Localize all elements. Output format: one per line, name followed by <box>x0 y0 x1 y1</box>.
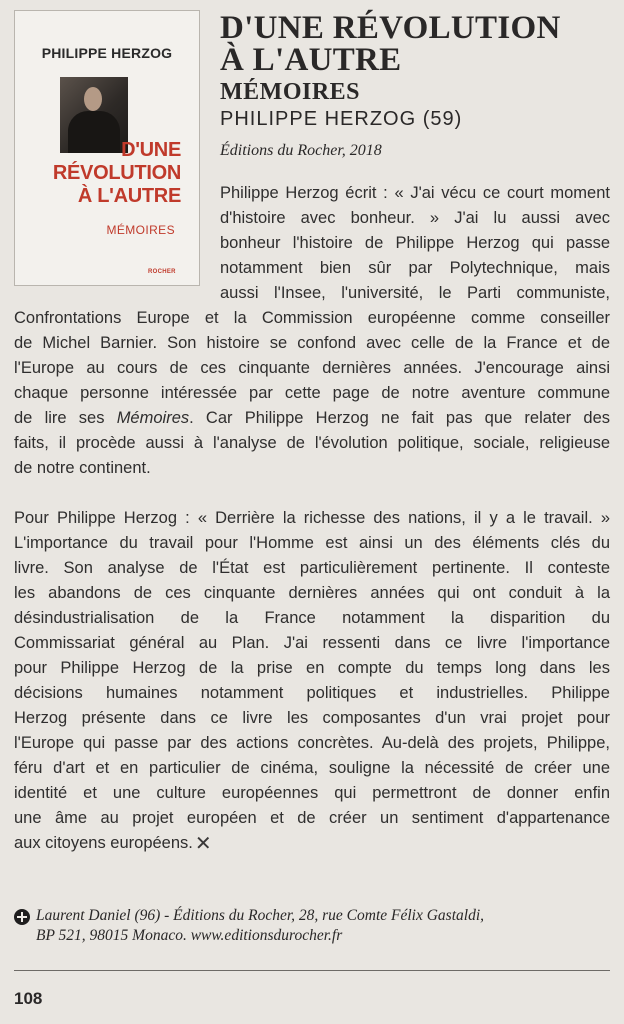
book-publisher: Éditions du Rocher, 2018 <box>220 142 382 159</box>
cover-title: D'UNE RÉVOLUTION À L'AUTRE <box>52 139 181 207</box>
review-paragraph-1-bottom: Confrontations Europe et la Commission européenne comme conseiller de Michel Barnier. Son histoire se confond avec celle de la France et de l'Europe au cours de ces cinquante dernières années. J'encourage ainsi chaque personne intéressée par cette page de notre aventure commune de lire ses Mémoires. Car Philippe Herzog ne fait pas que relater des faits, il procède aussi à l'analyse de l'évolution politique, sociale, religieuse de notre continent. <box>14 309 610 477</box>
review-paragraph-2: Pour Philippe Herzog : « Derrière la richesse des nations, il y a le travail. » L'importance du travail pour l'Homme est ainsi un des éléments clés du livre. Son analyse de l'État est particulièrement pertinente. Il conteste les abandons de ces cinquante dernières années qui ont conduit à la désindustrialisation de la France notamment la disparition du Commissariat général au Plan. J'ai ressenti dans ce livre l'importance pour Philippe Herzog de la prise en compte du temps long dans les décisions humaines notamment politiques et industrielles. Philippe Herzog présente dans ce livre les composantes d'un vrai projet pour l'Europe qui passe par des actions concrètes. Au-delà des projets, Philippe, féru d'art et en particulier de cinéma, souligne la nécessité de créer une identité et une culture européennes qui permettront de donner enfin une âme au projet européen et de créer un sentiment d'appartenance aux citoyens européens. ✕ <box>14 509 610 855</box>
book-author: PHILIPPE HERZOG (59) <box>220 108 463 130</box>
review-paragraph-1-top: Philippe Herzog écrit : « J'ai vécu ce court moment d'histoire avec bonheur. » J'ai lu aussi avec bonheur l'histoire de Philippe Herzog qui passe notamment bien sûr par Polytechnique, mais aussi l'Insee, l'université, le Parti communiste, <box>220 184 610 302</box>
book-subtitle: MÉMOIRES <box>220 79 361 105</box>
book-title: D'UNE RÉVOLUTION À L'AUTRE <box>220 10 561 78</box>
footer-divider <box>14 970 610 971</box>
end-of-article-icon: ✕ <box>194 832 212 855</box>
book-cover <box>14 10 200 286</box>
cover-author: PHILIPPE HERZOG <box>41 45 173 61</box>
page-number: 108 <box>14 989 43 1008</box>
cover-publisher-logo: ROCHER <box>148 269 176 275</box>
magazine-page: PHILIPPE HERZOG D'UNE RÉVOLUTION À L'AUTRE MÉMOIRES ROCHER D'UNE RÉVOLUTION À L'AUTRE MÉMOIRES PHILIPPE HERZOG (59) Éditions du Rocher, 2018 Philippe Herzog écrit : « J'ai vécu ce court moment d'histoire avec bonheur. » J'ai lu aussi avec bonheur l'histoire de Philippe Herzog qui passe notamment bien sûr par Polytechnique, mais aussi l'Insee, l'université, le Parti communiste, Confrontations Europe et la Commission européenne comme conseiller de Michel Barnier. Son histoire se confond avec celle de la France et de l'Europe au cours de ces cinquante dernières années. J'encourage ainsi chaque personne intéressée par cette page de notre aventure commune de lire ses Mémoires. Car Philippe Herzog ne fait pas que relater des faits, il procède aussi à l'analyse de l'évolution politique, sociale, religieuse de notre continent. Pour Philippe Herzog : « Derrière la richesse des nations, il y a le travail. » L'importance du travail pour l'Homme est ainsi un des éléments clés du livre. Son analyse de l'État est particulièrement pertinente. Il conteste les abandons de ces cinquante dernières années qui ont conduit à la désindustrialisation de la France notamment la disparition du Commissariat général au Plan. J'ai ressenti dans ce livre l'importance pour Philippe Herzog de la prise en compte du temps long dans les décisions humaines notamment politiques et industrielles. Philippe Herzog présente dans ce livre les composantes d'un vrai projet pour l'Europe qui passe par des actions concrètes. Au-delà des projets, Philippe, féru d'art et en particulier de cinéma, souligne la nécessité de créer une identité et une culture européennes qui permettront de donner enfin une âme au projet européen et de créer un sentiment d'appartenance aux citoyens européens. ✕ Laurent Daniel (96) - Éditions du Rocher, 28, rue Comte Félix Gastaldi, BP 521, 98015 Monaco. www.editionsdurocher.fr 108 <box>0 0 624 1024</box>
line-with-italic: de lire ses Mémoires. Car Philippe Herzog ne fait pas que relater des <box>14 409 610 427</box>
plus-circle-icon <box>14 909 30 925</box>
cover-subtitle: MÉMOIRES <box>106 223 175 237</box>
